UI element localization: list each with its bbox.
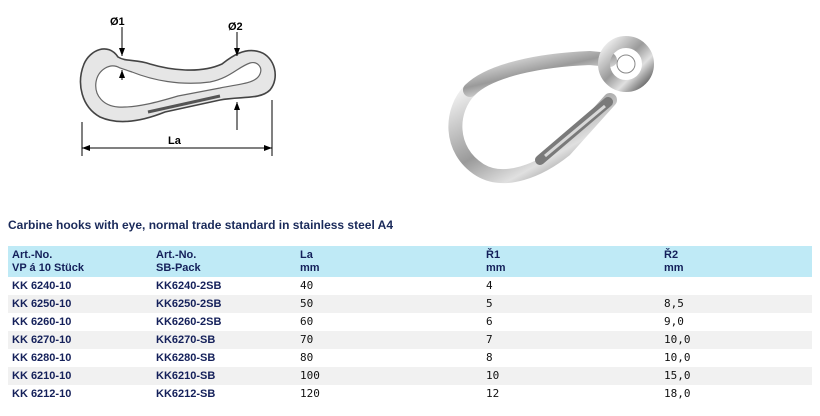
header-line: mm (300, 262, 320, 274)
table-row (8, 313, 812, 331)
art-no-sb-cell: KK6250-2SB (152, 295, 296, 313)
header-line: mm (486, 262, 506, 274)
carbine-hook-drawing (70, 12, 290, 162)
art-no-sb-cell: KK6210-SB (152, 367, 296, 385)
art-no-vp-cell: KK 6280-10 (8, 349, 152, 367)
la-label: La (168, 135, 181, 147)
carbine-hook-photo (430, 30, 660, 190)
la-cell: 70 (296, 331, 482, 349)
header-r2 (660, 246, 812, 277)
art-no-sb-cell: KK6270-SB (152, 331, 296, 349)
art-no-sb-cell: KK6280-SB (152, 349, 296, 367)
header-line: SB-Pack (156, 262, 201, 274)
d1-label: Ø1 (110, 16, 125, 28)
header-art-no-vp (8, 246, 152, 277)
table-header-row (8, 246, 812, 277)
product-table (8, 246, 812, 403)
header-r1 (482, 246, 660, 277)
art-no-vp-cell: KK 6210-10 (8, 367, 152, 385)
r1-cell: 4 (482, 277, 660, 295)
art-no-vp-cell: KK 6270-10 (8, 331, 152, 349)
art-no-sb-cell: KK6212-SB (152, 385, 296, 403)
r1-cell: 5 (482, 295, 660, 313)
table-row (8, 331, 812, 349)
product-caption: Carbine hooks with eye, normal trade standard in stainless steel A4 (8, 218, 394, 232)
header-line: La (300, 249, 313, 261)
table-row (8, 367, 812, 385)
header-line: Art.-No. (12, 249, 53, 261)
r1-cell: 8 (482, 349, 660, 367)
header-line: Ř2 (664, 249, 679, 261)
art-no-vp-cell: KK 6260-10 (8, 313, 152, 331)
table-row (8, 385, 812, 403)
r2-cell: 8,5 (660, 295, 812, 313)
r1-cell: 6 (482, 313, 660, 331)
header-line: mm (664, 262, 684, 274)
la-cell: 80 (296, 349, 482, 367)
table-row (8, 349, 812, 367)
header-la (296, 246, 482, 277)
table-row (8, 277, 812, 295)
la-cell: 60 (296, 313, 482, 331)
header-line: VP á 10 Stück (12, 262, 84, 274)
r2-cell: 9,0 (660, 313, 812, 331)
r2-cell: 15,0 (660, 367, 812, 385)
la-cell: 40 (296, 277, 482, 295)
r1-cell: 7 (482, 331, 660, 349)
header-line: Ř1 (486, 249, 501, 261)
table-row (8, 295, 812, 313)
art-no-vp-cell: KK 6212-10 (8, 385, 152, 403)
r2-cell: 18,0 (660, 385, 812, 403)
r1-cell: 10 (482, 367, 660, 385)
art-no-vp-cell: KK 6250-10 (8, 295, 152, 313)
art-no-vp-cell: KK 6240-10 (8, 277, 152, 295)
d2-label: Ø2 (228, 21, 243, 33)
header-art-no-sb (152, 246, 296, 277)
r2-cell: 10,0 (660, 331, 812, 349)
art-no-sb-cell: KK6260-2SB (152, 313, 296, 331)
r2-cell: 10,0 (660, 349, 812, 367)
art-no-sb-cell: KK6240-2SB (152, 277, 296, 295)
la-cell: 50 (296, 295, 482, 313)
la-cell: 120 (296, 385, 482, 403)
header-line: Art.-No. (156, 249, 197, 261)
la-cell: 100 (296, 367, 482, 385)
r2-cell (660, 277, 812, 295)
r1-cell: 12 (482, 385, 660, 403)
